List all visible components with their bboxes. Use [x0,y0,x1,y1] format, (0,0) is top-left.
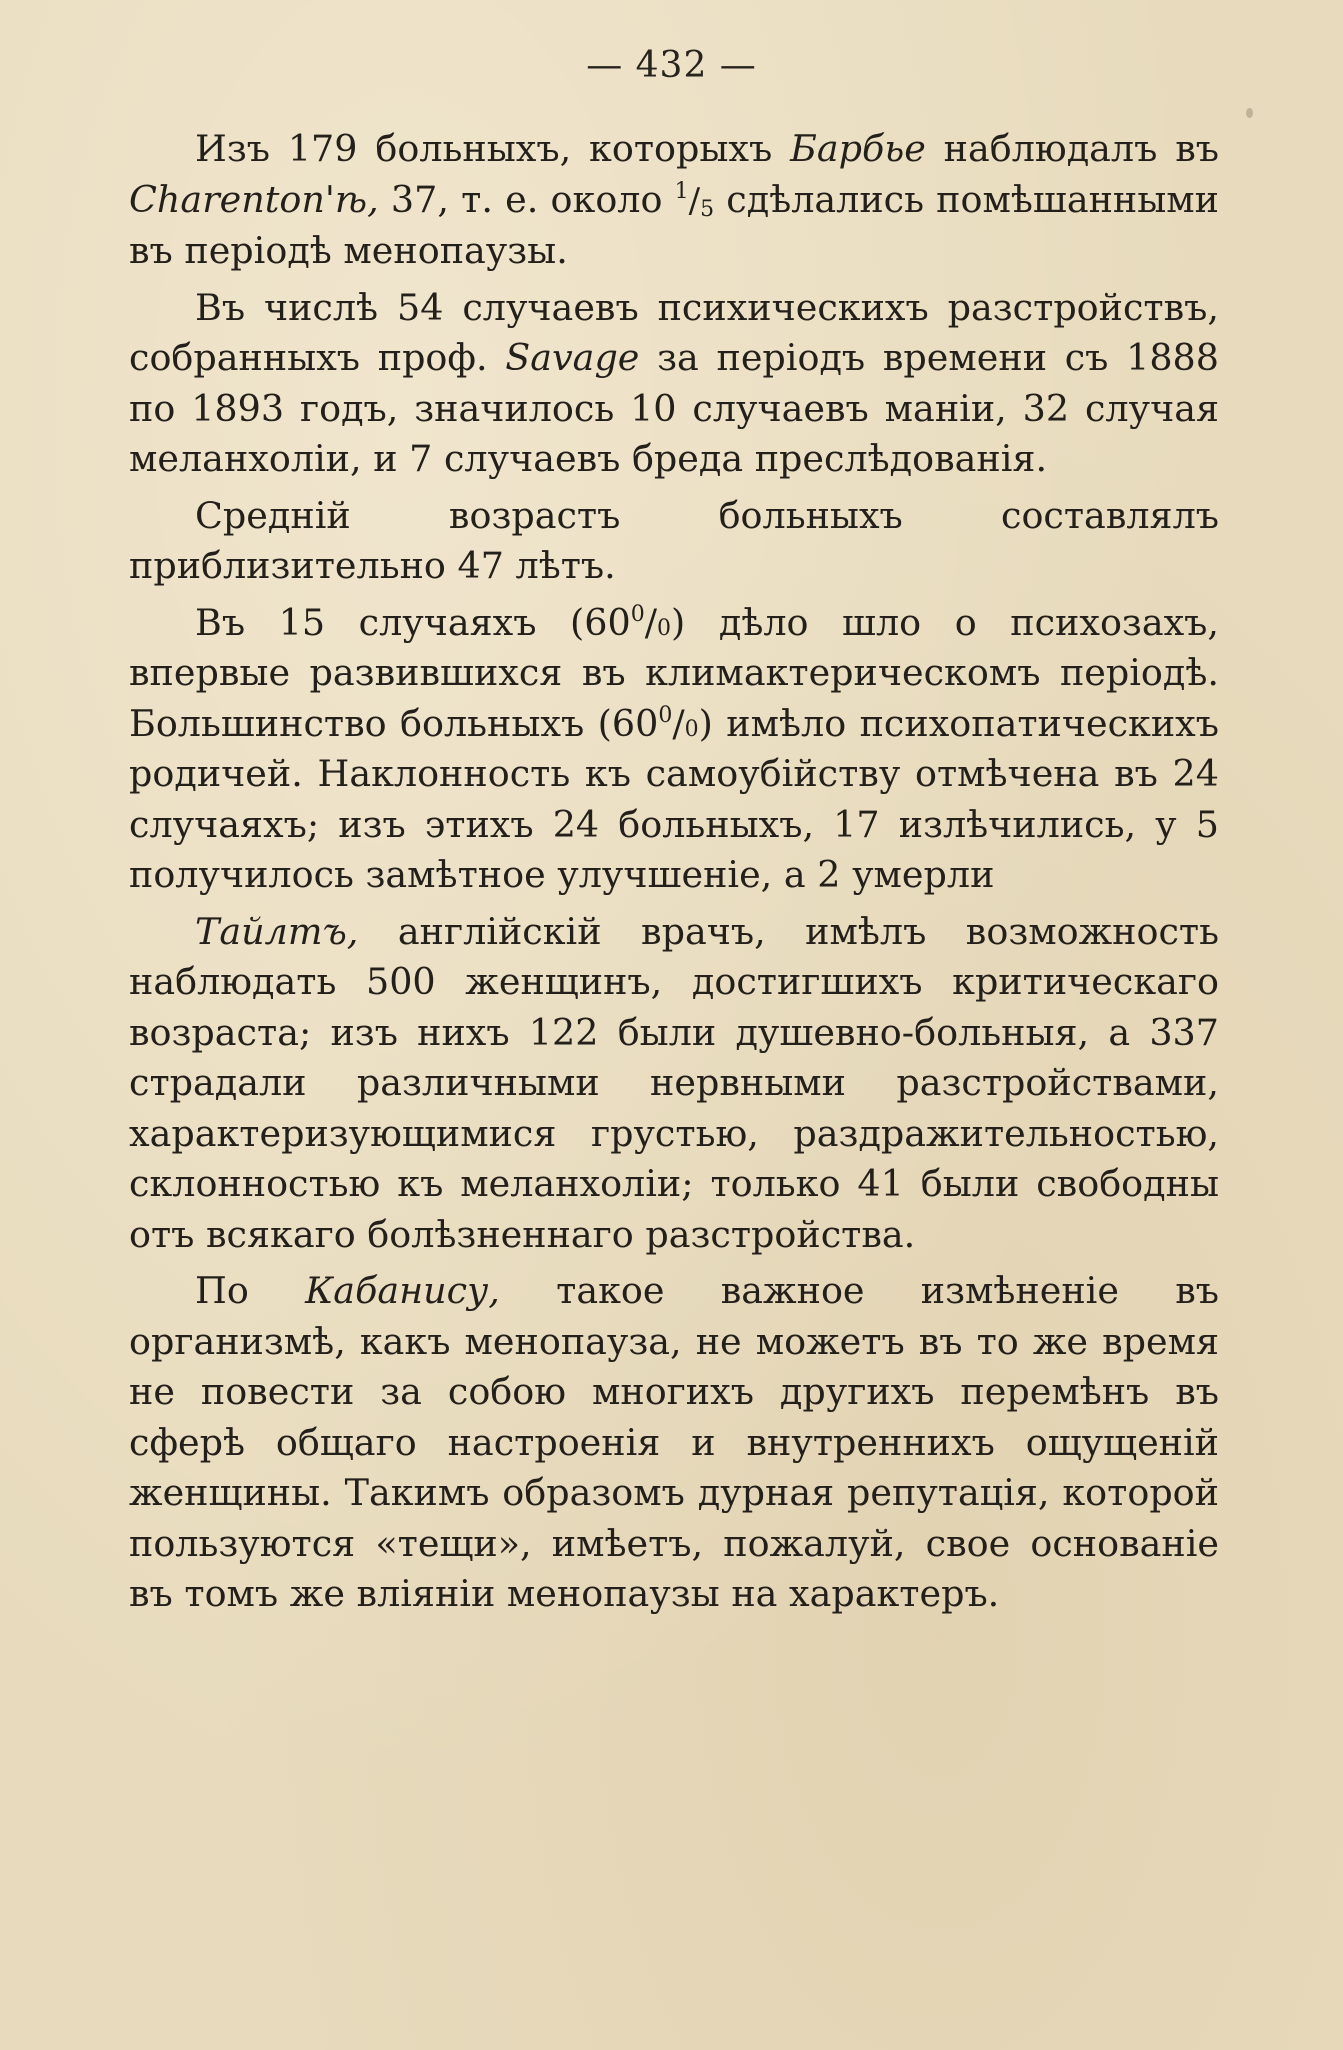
place-charenton: Charenton'ѣ, [129,177,379,221]
text-run: По [195,1269,306,1312]
percent-sign: $^0$/0 [630,600,672,644]
author-savage: Savage [505,336,640,379]
text-run: сдѣлались помѣшанными въ періодѣ менопаузы. [129,177,1219,272]
paragraph-3 [129,491,1219,592]
text-run: англійскій врачъ, имѣлъ возможность наблюдать 500 женщинъ, достигшихъ критическаго возраста; изъ нихъ 122 были душевно-больныя, а 337 страдали различными нервными разстройствами, характеризующимися грустью, раздражительностью, склонностью къ меланхоліи; только 41 были свободны отъ всякаго болѣзненнаго разстройства. [129,909,1219,1256]
text-run: 37, т. е. около [378,177,675,221]
paragraph-4 [129,598,1219,901]
paragraph-2 [129,283,1219,485]
fraction-denominator: 5 [700,196,715,222]
author-tilt: Тайлтъ, [195,909,359,953]
text-run: Въ 15 случаяхъ (60 [195,600,631,644]
paragraph-6 [129,1266,1219,1620]
text-run: ) имѣло психопатическихъ родичей. Наклонность къ самоубійству отмѣчена въ 24 случаяхъ; изъ этихъ 24 больныхъ, 17 излѣчились, у 5 получилось замѣтное улучшеніе, а 2 умерли [129,701,1219,896]
page-number: — 432 — [586,45,757,86]
text-run: за періодъ времени съ 1888 по 1893 годъ, значилось 10 случаевъ маніи, 32 случая меланхоліи, и 7 случаевъ бреда преслѣдованія. [129,336,1219,480]
fraction-numerator: 1 [674,178,689,204]
text-run: такое важное измѣненіе въ организмѣ, какъ менопауза, не можетъ въ то же время не повести за собою многихъ другихъ перемѣнъ въ сферѣ общаго настроенія и внутреннихъ ощущеній женщины. Такимъ образомъ дурная репутація, которой пользуются «тещи», имѣетъ, пожалуй, свое основаніе въ томъ же вліяніи менопаузы на характеръ. [129,1269,1219,1615]
fraction-one-fifth: $^1/_5$ [674,178,715,222]
author-cabanis: Кабанису, [305,1269,500,1312]
text-run: наблюдалъ въ [925,127,1219,170]
text-run: ) дѣло шло о психозахъ, впервые развившихся въ климактерическомъ періодѣ. Большинство больныхъ (60 [129,600,1219,745]
text-run: Въ числѣ 54 случаевъ психическихъ разстройствъ, собранныхъ проф. [129,285,1219,379]
main-text [129,124,1219,1626]
paragraph-1 [129,124,1219,277]
paragraph-5 [129,907,1219,1261]
text-run: Изъ 179 больныхъ, которыхъ [195,127,791,170]
paper-speck [1246,108,1253,118]
percent-sign: $^0$/0 [658,701,699,745]
text-run: Средній возрастъ больныхъ составлялъ приблизительно 47 лѣтъ. [129,493,1219,587]
author-barbier: Барбье [790,127,926,170]
